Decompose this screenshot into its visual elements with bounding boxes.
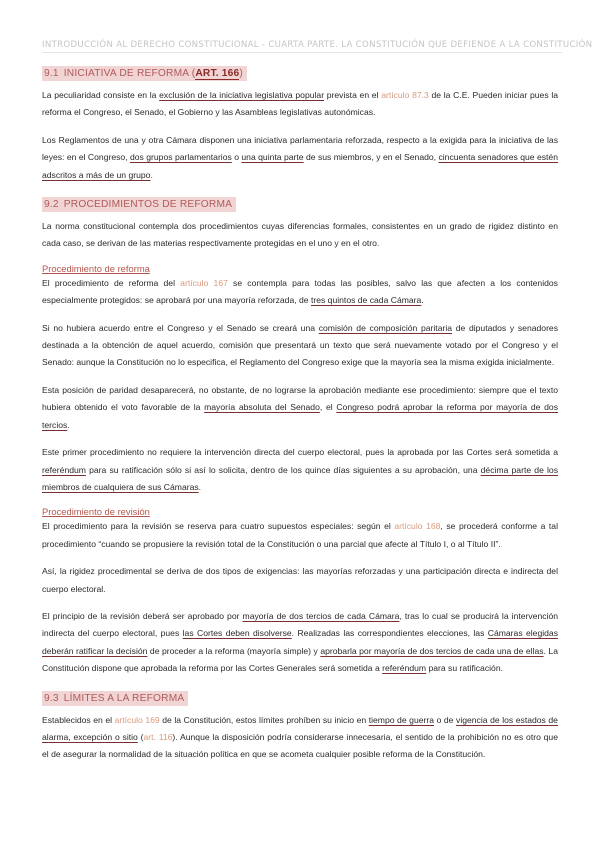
paragraph: El procedimiento de reforma del artículo 167 se contempla para todas las posibles, salvo las que afecten a los contenidos especialmente protegidos: se aprobará por una mayoría reforzada, de tres quintos de cada Cámara.	[42, 277, 558, 306]
underlined-term: mayoría absoluta del Senado	[204, 402, 320, 413]
underlined-term: referéndum	[382, 663, 427, 674]
underlined-term: las Cortes deben disolverse	[182, 628, 292, 639]
underlined-term: aprobarla por mayoría de dos tercios de cada una de ellas	[320, 645, 544, 656]
paragraph: Establecidos en el artículo 169 de la Constitución, estos límites prohíben su inicio en tiempo de guerra o de vigencia de los estados de alarma, excepción o sitio (art. 116). Aunque la disposición podría considerarse innecesaria, el sentido de la prohibición no es otro que el de asegurar la normalidad de la situación política en que se acometa cualquier posible reforma de la Constitución.	[42, 714, 558, 760]
paragraph: La norma constitucional contempla dos procedimientos cuyas diferencias formales, consistentes en un grado de rigidez distinto en cada caso, se derivan de las materias respectivamente protegidas en el uno y en el otro.	[42, 221, 558, 249]
section-number: 9.2	[44, 199, 59, 211]
underlined-term: Congreso podrá aprobar la reforma por mayoría de dos tercios	[42, 402, 559, 430]
section-number: 9.3	[44, 692, 59, 704]
article-reference: artículo 168	[394, 521, 441, 532]
section-title: LÍMITES A LA REFORMA	[63, 692, 185, 704]
subheading-revision-procedure: Procedimiento de revisión	[42, 506, 150, 518]
article-reference: artículo 87.3	[381, 90, 429, 100]
underlined-term: tres quintos de cada Cámara	[310, 295, 422, 306]
section-title: INICIATIVA DE REFORMA (	[63, 68, 196, 79]
article-reference: artículo 167	[180, 277, 228, 288]
paragraph: Los Reglamentos de una y otra Cámara disponen una iniciativa parlamentaria reforzada, respecto a la exigida para la iniciativa de las leyes: en el Congreso, dos grupos parlamentarios o una quinta parte de sus miembros, y en el Senado, cincuenta senadores que estén adscritos a más de un grupo.	[42, 134, 558, 180]
underlined-term: décima parte de los miembros de cualquiera de sus Cámaras	[42, 464, 559, 492]
section-title-close: )	[239, 68, 244, 79]
paragraph: El procedimiento para la revisión se reserva para cuatro supuestos especiales: según el artículo 168, se procederá conforme a tal procedimiento “cuando se propusiere la revisión total de la Constitución o una parcial que afecte al Título I, o al Título II”.	[42, 521, 558, 549]
section-title: PROCEDIMIENTOS DE REFORMA	[63, 199, 233, 211]
subheading-reform-procedure: Procedimiento de reforma	[42, 262, 150, 274]
underlined-term: cincuenta senadores que estén adscritos a más de un grupo	[42, 152, 558, 180]
underlined-term: dos grupos parlamentarios	[130, 152, 232, 163]
underlined-term: mayoría de dos tercios de cada Cámara	[242, 610, 400, 621]
article-reference: art. 116	[143, 731, 173, 742]
paragraph: Si no hubiera acuerdo entre el Congreso y el Senado se creará una comisión de composición paritaria de diputados y senadores destinada a la obtención de aquel acuerdo, comisión que presentará un texto que será nuevamente votado por el Congreso y el Senado: aunque la Constitución no lo especifica, el Reglamento del Congreso exige que la mayoría sea la misma exigida inicialmente.	[42, 322, 559, 368]
running-header: INTRODUCCIÓN AL DERECHO CONSTITUCIONAL - CUARTA PARTE. LA CONSTITUCIÓN QUE DEFIENDE A LA CONSTITUCIÓN	[42, 40, 562, 53]
section-heading-9-2	[42, 197, 236, 212]
article-reference: ART. 166	[195, 68, 240, 79]
underlined-term: tiempo de guerra	[368, 714, 435, 725]
underlined-term: una quinta parte	[241, 152, 304, 163]
paragraph: La peculiaridad consiste en la exclusión de la iniciativa legislativa popular prevista en el artículo 87.3 de la C.E. Pueden iniciar pues la reforma el Congreso, el Senado, el Gobierno y las Asambleas legislativas autonómicas.	[42, 90, 559, 118]
underlined-term: exclusión de la iniciativa legislativa popular	[159, 90, 325, 100]
paragraph: El principio de la revisión deberá ser aprobado por mayoría de dos tercios de cada Cámara, tras lo cual se producirá la intervención indirecta del cuerpo electoral, pues las Cortes deben disolverse. Realizadas las correspondientes elecciones, las Cámaras elegidas deberán ratificar la decisión de proceder a la reforma (mayoría simple) y aprobarla por mayoría de dos tercios de cada una de ellas. La Constitución dispone que aprobada la reforma por las Cortes Generales será sometida a referéndum para su ratificación.	[42, 610, 559, 674]
article-reference: artículo 169	[114, 714, 160, 725]
paragraph: Así, la rigidez procedimental se deriva de dos tipos de exigencias: las mayorías reforzadas y una participación directa e indirecta del cuerpo electoral.	[42, 566, 558, 594]
section-heading-9-1	[42, 66, 247, 81]
underlined-term: comisión de composición paritaria	[318, 322, 453, 333]
section-number: 9.1	[44, 68, 59, 79]
underlined-term: vigencia de los estados de alarma, excepción o sitio	[42, 714, 558, 742]
underlined-term: Cámaras elegidas deberán ratificar la decisión	[42, 628, 559, 656]
underlined-term: referéndum	[42, 464, 86, 475]
document-body	[42, 63, 558, 774]
paragraph: Este primer procedimiento no requiere la intervención directa del cuerpo electoral, pues la aprobada por las Cortes será sometida a referéndum para su ratificación sólo si así lo solicita, dentro de los quince días siguientes a su aprobación, una décima parte de los miembros de cualquiera de sus Cámaras.	[42, 447, 559, 492]
section-heading-9-3	[42, 691, 188, 706]
paragraph: Esta posición de paridad desaparecerá, no obstante, de no lograrse la aprobación mediante ese procedimiento: siempre que el texto hubiera obtenido el voto favorable de la mayoría absoluta del Senado, el Congreso podrá aprobar la reforma por mayoría de dos tercios.	[42, 384, 559, 430]
